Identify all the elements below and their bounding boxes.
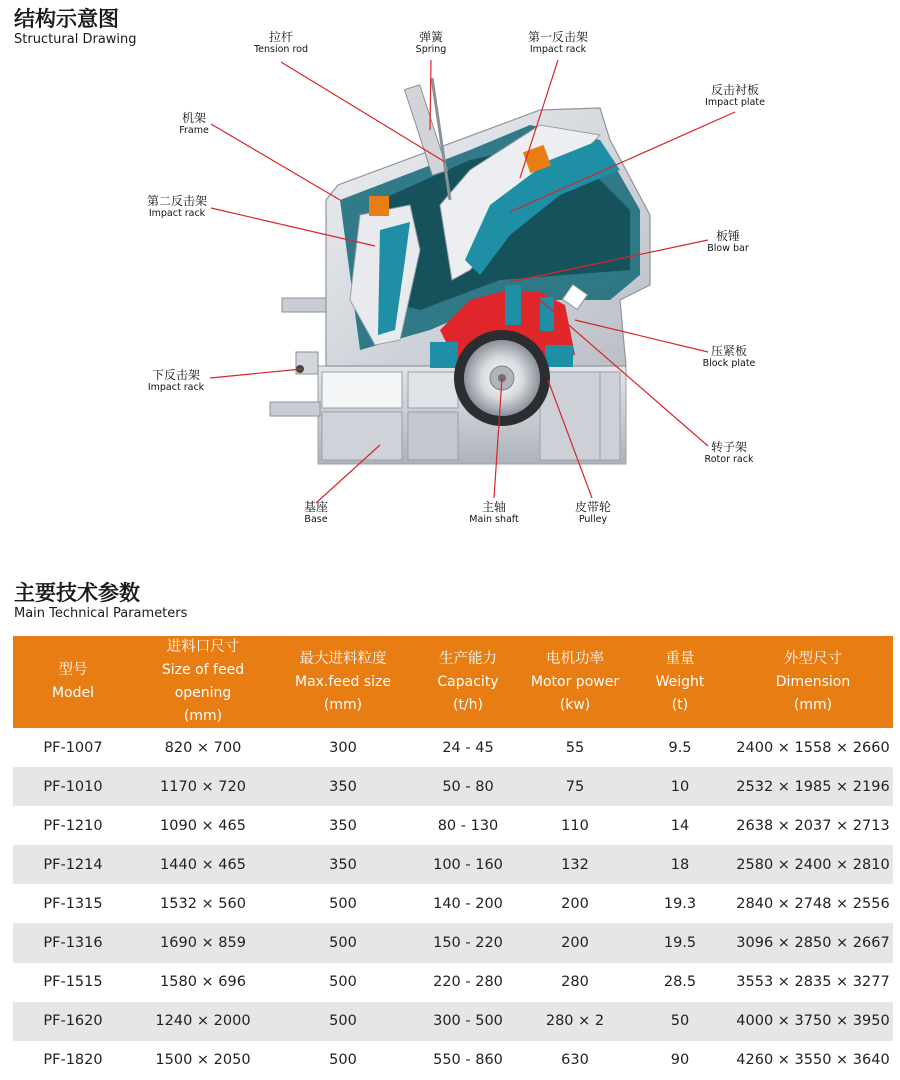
table-cell: 1532 × 560: [160, 895, 246, 912]
header-capacity: [413, 636, 523, 728]
header-zh: 进料口尺寸: [166, 639, 240, 655]
table-cell: 500: [329, 895, 357, 912]
table-cell: 1090 × 465: [160, 817, 246, 834]
table-cell: 500: [329, 974, 357, 991]
label-en: Base: [304, 514, 328, 525]
table-row: [13, 845, 893, 884]
table-row: [13, 1041, 893, 1080]
table-cell: 500: [273, 1002, 413, 1041]
label-en: Impact plate: [705, 97, 765, 108]
table-cell: PF-1316: [13, 923, 133, 962]
label-zh: 板锤: [715, 229, 740, 243]
table-cell: 200: [561, 895, 589, 912]
table-cell: 80 - 130: [437, 817, 499, 834]
header-unit: (mm): [793, 696, 833, 713]
label-blow-bar: [707, 229, 749, 255]
label-block-plate: [703, 344, 756, 370]
table-cell: 18: [627, 845, 733, 884]
table-cell: PF-1620: [13, 1002, 133, 1041]
table-cell: 4000 × 3750 × 3950: [733, 1002, 893, 1041]
table-cell: PF-1210: [43, 817, 103, 834]
table-cell: 1170 × 720: [133, 767, 273, 806]
label-en: Frame: [179, 125, 209, 136]
table-cell: 300 - 500: [413, 1002, 523, 1041]
label-zh: 压紧板: [710, 344, 747, 358]
table-cell: PF-1820: [43, 1052, 103, 1069]
label-zh: 第一反击架: [527, 30, 589, 44]
label-en: Block plate: [702, 358, 756, 369]
label-en: Blow bar: [707, 243, 749, 254]
header-feed-opening: [133, 636, 273, 728]
table-cell: 3096 × 2850 × 2667: [733, 923, 893, 962]
header-unit: (mm): [183, 708, 223, 724]
table-cell: 820 × 700: [164, 739, 242, 756]
header-en: Size of feed opening: [161, 662, 245, 701]
table-cell: 24 - 45: [442, 739, 494, 756]
table-cell: 4260 × 3550 × 3640: [736, 1052, 890, 1069]
label-zh: 转子架: [710, 440, 747, 454]
label-zh: 皮带轮: [574, 500, 612, 514]
label-zh: 主轴: [481, 500, 506, 514]
label-tension-rod: [254, 30, 308, 56]
header-en: Max.feed size: [294, 673, 392, 690]
header-unit: (t/h): [452, 696, 483, 713]
table-cell: 14: [670, 817, 690, 834]
header-en: Weight: [655, 673, 705, 690]
label-en: Tension rod: [253, 44, 309, 55]
table-row: [13, 767, 893, 806]
header-en: Dimension: [775, 673, 851, 690]
header-unit: (t): [671, 696, 689, 713]
label-pulley: [575, 500, 611, 526]
table-cell: 2840 × 2748 × 2556: [736, 895, 890, 912]
table-cell: PF-1315: [43, 895, 103, 912]
table-cell: 90: [670, 1052, 690, 1069]
label-en: Pulley: [578, 514, 608, 525]
header-model: [13, 636, 133, 728]
table-cell: 630: [561, 1052, 589, 1069]
table-cell: 350: [329, 817, 357, 834]
label-rotor-rack: [705, 440, 754, 466]
table-cell: 50: [627, 1002, 733, 1041]
table-cell: PF-1515: [43, 974, 103, 991]
label-main-shaft: [469, 500, 518, 526]
table-cell: 2638 × 2037 × 2713: [736, 817, 890, 834]
label-base: [304, 500, 328, 526]
table-cell: 2400 × 1558 × 2660: [736, 739, 890, 756]
table-cell: 280: [561, 974, 589, 991]
table-body: [13, 728, 893, 1080]
header-zh: 生产能力: [439, 650, 497, 667]
table-cell: PF-1010: [13, 767, 133, 806]
table-cell: 3553 × 2835 × 3277: [736, 974, 890, 991]
table-cell: 10: [627, 767, 733, 806]
table-cell: 1500 × 2050: [155, 1052, 251, 1069]
table-cell: 1690 × 859: [133, 923, 273, 962]
table-cell: 280 × 2: [523, 1002, 627, 1041]
table-cell: PF-1214: [13, 845, 133, 884]
label-en: Main shaft: [469, 514, 519, 525]
section-title-zh: 主要技术参数: [14, 581, 140, 605]
table-cell: PF-1007: [43, 739, 103, 756]
table-cell: 19.5: [627, 923, 733, 962]
table-cell: 19.3: [663, 895, 697, 912]
table-row: [13, 884, 893, 923]
table-cell: 550 - 860: [433, 1052, 503, 1069]
table-cell: 28.5: [663, 974, 697, 991]
table-cell: 9.5: [668, 739, 692, 756]
section-title-zh: 结构示意图: [14, 7, 119, 31]
header-row: [13, 636, 893, 728]
label-first-impact-rack: [528, 30, 588, 56]
table-header: [13, 636, 893, 728]
header-dimension: [733, 636, 893, 728]
header-zh: 型号: [58, 662, 88, 678]
header-max-feed-size: [273, 636, 413, 728]
table-cell: 500: [273, 923, 413, 962]
table-cell: 1440 × 465: [133, 845, 273, 884]
table-cell: 150 - 220: [413, 923, 523, 962]
table-cell: 140 - 200: [433, 895, 503, 912]
table-cell: 220 - 280: [433, 974, 503, 991]
technical-parameters-title: [14, 580, 187, 622]
table-cell: 55: [565, 739, 585, 756]
header-en: Model: [51, 685, 95, 701]
table-row: [13, 963, 893, 1002]
label-en: Impact rack: [147, 382, 205, 393]
table-cell: 2580 × 2400 × 2810: [733, 845, 893, 884]
label-zh: 反击衬板: [710, 83, 759, 97]
header-zh: 重量: [665, 650, 695, 667]
table-cell: 2532 × 1985 × 2196: [733, 767, 893, 806]
table-cell: 500: [329, 1052, 357, 1069]
header-weight: [627, 636, 733, 728]
header-motor-power: [523, 636, 627, 728]
table-row: [13, 806, 893, 845]
section-title-en: Structural Drawing: [14, 32, 137, 47]
table-row: [13, 1002, 893, 1041]
header-en: Capacity: [437, 673, 499, 690]
label-en: Impact rack: [529, 44, 587, 55]
label-zh: 第二反击架: [146, 194, 208, 208]
section-title-en: Main Technical Parameters: [14, 606, 188, 621]
table-cell: 100 - 160: [413, 845, 523, 884]
table-cell: 50 - 80: [413, 767, 523, 806]
label-second-impact-rack: [147, 194, 207, 220]
table-cell: 1240 × 2000: [133, 1002, 273, 1041]
table-cell: 350: [273, 767, 413, 806]
table-cell: 132: [523, 845, 627, 884]
header-zh: 最大进料粒度: [299, 650, 387, 667]
header-zh: 外型尺寸: [784, 650, 842, 667]
label-impact-plate: [705, 83, 765, 109]
table-cell: 200: [523, 923, 627, 962]
header-unit: (mm): [323, 696, 363, 713]
label-zh: 弹簧: [418, 30, 444, 44]
table-row: [13, 728, 893, 767]
label-en: Spring: [415, 44, 447, 55]
header-zh: 电机功率: [546, 650, 604, 667]
label-en: Rotor rack: [704, 454, 754, 465]
label-spring: [416, 30, 447, 56]
table-row: [13, 923, 893, 962]
parameters-table: [13, 636, 893, 1080]
label-frame: [179, 111, 209, 137]
header-en: Motor power: [530, 673, 620, 690]
label-zh: 拉杆: [268, 30, 294, 44]
header-unit: (kw): [559, 696, 591, 713]
label-zh: 基座: [303, 500, 329, 514]
table-cell: 75: [523, 767, 627, 806]
label-zh: 下反击架: [151, 368, 201, 382]
label-zh: 机架: [181, 111, 207, 125]
table-cell: 300: [329, 739, 357, 756]
label-lower-impact-rack: [148, 368, 204, 394]
table-cell: 350: [273, 845, 413, 884]
label-en: Impact rack: [148, 208, 206, 219]
table-cell: 110: [561, 817, 589, 834]
table-cell: 1580 × 696: [160, 974, 246, 991]
